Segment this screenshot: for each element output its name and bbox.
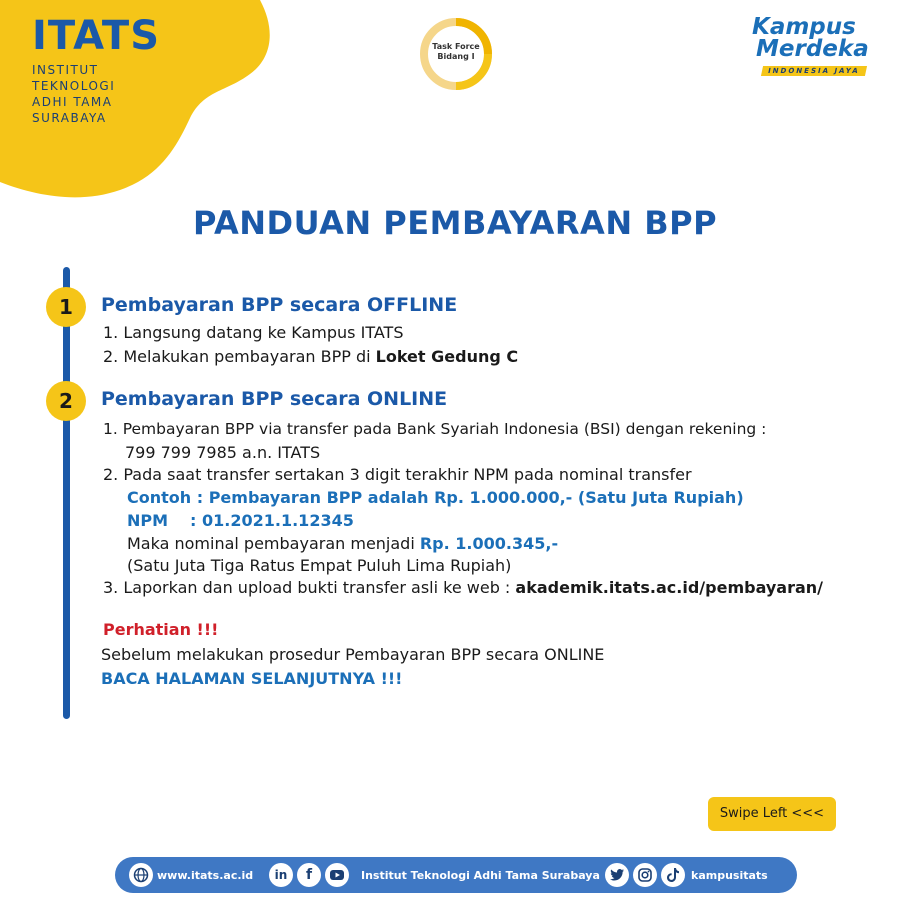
task-force-logo [418,16,494,92]
offline-step-2: 2. Melakukan pembayaran BPP di Loket Gedung C [103,347,519,366]
loket-location: Loket Gedung C [375,347,519,366]
notice-text: Sebelum melakukan prosedur Pembayaran BPP secara ONLINE [101,645,605,664]
itats-logo [32,14,172,126]
task-force-subtitle: Bidang I [437,52,475,61]
section-heading-online: Pembayaran BPP secara ONLINE [101,388,448,410]
kampus-merdeka-logo: Kampus Merdeka INDONESIA JAYA [752,14,869,75]
offline-step-1: 1. Langsung datang ke Kampus ITATS [103,323,404,342]
read-next-page-cta: BACA HALAMAN SELANJUTNYA !!! [101,669,403,688]
payment-url[interactable]: akademik.itats.ac.id/pembayaran/ [515,578,824,597]
facebook-icon[interactable]: f [297,863,321,887]
itats-fullname: INSTITUT TEKNOLOGI ADHI TAMA SURABAYA [32,63,116,125]
step-number-2: 2 [46,381,86,421]
payment-example: Contoh : Pembayaran BPP adalah Rp. 1.000.000,- (Satu Juta Rupiah) [127,488,744,507]
nominal-result: Maka nominal pembayaran menjadi Rp. 1.000.345,- [127,534,559,553]
task-force-title: Task Force [432,42,480,51]
footer-social-right: kampusitats [605,857,768,893]
page-title: PANDUAN PEMBAYARAN BPP [192,204,718,242]
itats-wordmark: ITATS [32,13,161,59]
timeline-line [63,267,70,719]
footer-institution: Institut Teknologi Adhi Tama Surabaya [361,868,600,882]
online-step-3: 3. Laporkan dan upload bukti transfer asli ke web : akademik.itats.ac.id/pembayaran/ [103,578,824,597]
globe-icon [129,863,153,887]
kampus-merdeka-tagline: INDONESIA JAYA [761,66,867,76]
nominal-words: (Satu Juta Tiga Ratus Empat Puluh Lima Rupiah) [127,556,512,575]
instagram-icon[interactable] [633,863,657,887]
step-number-1: 1 [46,287,86,327]
swipe-left-badge[interactable]: Swipe Left <<< [708,797,836,831]
footer-website[interactable]: www.itats.ac.id [129,857,253,893]
notice-label: Perhatian !!! [103,620,219,639]
footer-social-left [269,857,353,893]
online-step-1: 1. Pembayaran BPP via transfer pada Bank Syariah Indonesia (BSI) dengan rekening : [103,420,767,438]
footer-bar [115,857,797,893]
linkedin-icon[interactable]: in [269,863,293,887]
youtube-icon[interactable] [325,863,349,887]
section-heading-offline: Pembayaran BPP secara OFFLINE [101,294,458,316]
twitter-icon[interactable] [605,863,629,887]
online-step-2: 2. Pada saat transfer sertakan 3 digit terakhir NPM pada nominal transfer [103,465,692,484]
tiktok-icon[interactable] [661,863,685,887]
npm-example: NPM : 01.2021.1.12345 [127,511,354,530]
online-account-number: 799 799 7985 a.n. ITATS [125,443,321,462]
